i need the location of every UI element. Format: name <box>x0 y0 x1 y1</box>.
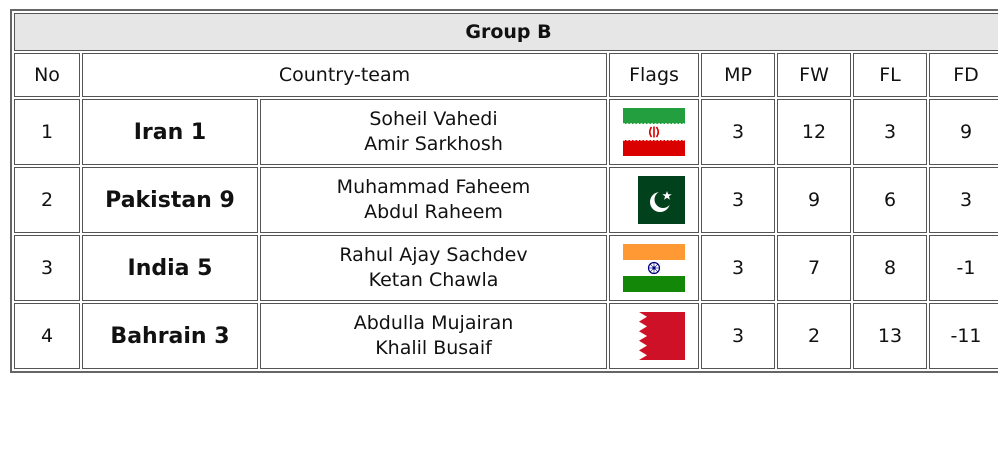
player-name: Abdulla Mujairan <box>353 312 514 334</box>
header-country-team: Country-team <box>82 53 607 97</box>
player-name: Rahul Ajay Sachdev <box>339 244 528 266</box>
row-no: 2 <box>14 167 80 233</box>
fl-cell: 3 <box>853 99 927 165</box>
team-name: India 5 <box>82 235 258 301</box>
fw-cell: 9 <box>777 167 851 233</box>
mp-cell: 3 <box>701 167 775 233</box>
flag-cell <box>609 99 699 165</box>
header-row <box>14 53 998 97</box>
header-no: No <box>14 53 80 97</box>
player-name: Amir Sarkhosh <box>364 133 503 155</box>
fd-cell: -1 <box>929 235 998 301</box>
team-name: Iran 1 <box>82 99 258 165</box>
group-standings-table <box>10 9 998 373</box>
team-players <box>260 167 607 233</box>
iran-flag-icon <box>623 108 685 156</box>
group-title: Group B <box>14 13 998 51</box>
header-fd: FD <box>929 53 998 97</box>
fd-cell: 9 <box>929 99 998 165</box>
mp-cell: 3 <box>701 235 775 301</box>
fd-cell: 3 <box>929 167 998 233</box>
group-title-row <box>14 13 998 51</box>
team-name: Pakistan 9 <box>82 167 258 233</box>
player-name: Ketan Chawla <box>368 269 499 291</box>
team-players <box>260 303 607 369</box>
fw-cell: 7 <box>777 235 851 301</box>
flag-cell <box>609 167 699 233</box>
player-name: Muhammad Faheem <box>336 176 531 198</box>
fw-cell: 12 <box>777 99 851 165</box>
fl-cell: 8 <box>853 235 927 301</box>
row-no: 4 <box>14 303 80 369</box>
table-row <box>14 99 998 165</box>
table-row <box>14 235 998 301</box>
mp-cell: 3 <box>701 303 775 369</box>
header-flags: Flags <box>609 53 699 97</box>
india-flag-icon <box>623 244 685 292</box>
team-players <box>260 99 607 165</box>
player-name: Soheil Vahedi <box>369 108 498 130</box>
fd-cell: -11 <box>929 303 998 369</box>
header-fl: FL <box>853 53 927 97</box>
pakistan-flag-icon <box>623 176 685 224</box>
fl-cell: 6 <box>853 167 927 233</box>
header-mp: MP <box>701 53 775 97</box>
team-name: Bahrain 3 <box>82 303 258 369</box>
row-no: 3 <box>14 235 80 301</box>
table-row <box>14 167 998 233</box>
player-name: Khalil Busaif <box>375 337 492 359</box>
fw-cell: 2 <box>777 303 851 369</box>
table-row <box>14 303 998 369</box>
player-name: Abdul Raheem <box>364 201 503 223</box>
team-players <box>260 235 607 301</box>
fl-cell: 13 <box>853 303 927 369</box>
bahrain-flag-icon <box>623 312 685 360</box>
header-fw: FW <box>777 53 851 97</box>
flag-cell <box>609 303 699 369</box>
row-no: 1 <box>14 99 80 165</box>
mp-cell: 3 <box>701 99 775 165</box>
flag-cell <box>609 235 699 301</box>
